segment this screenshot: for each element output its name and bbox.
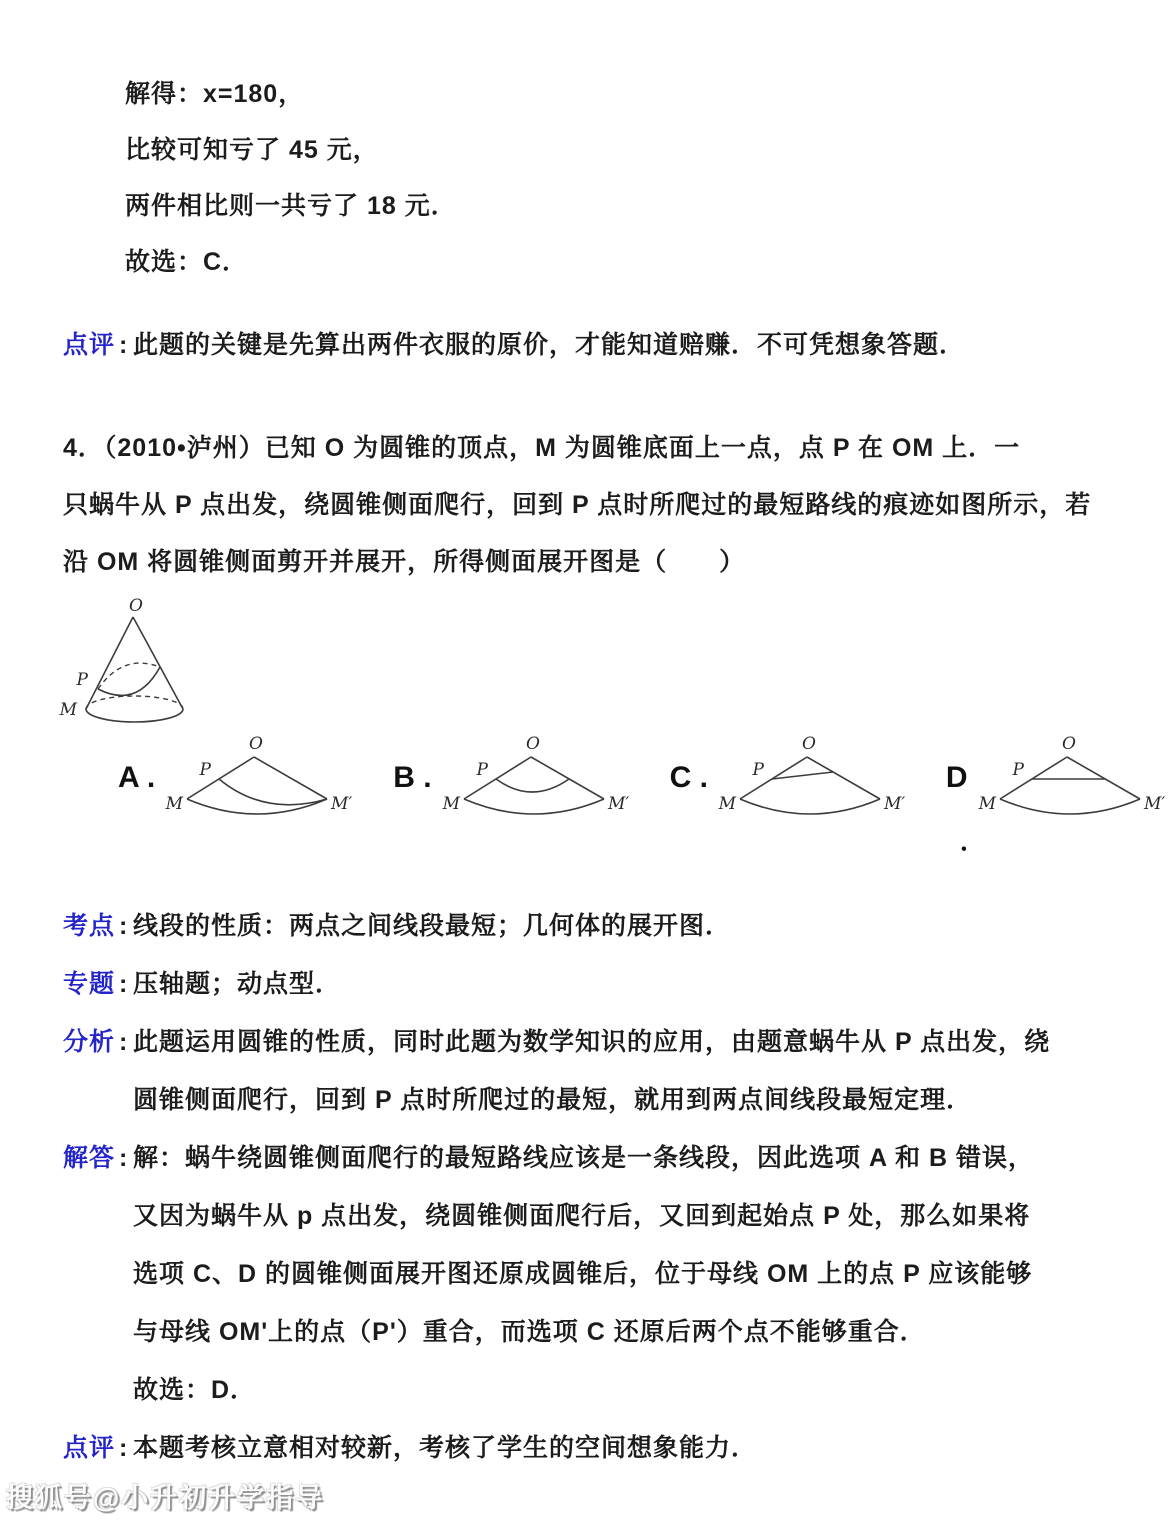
section-text: 圆锥侧面爬行，回到 P 点时所爬过的最短，就用到两点间线段最短定理． <box>133 1086 973 1114</box>
section-label <box>63 316 133 374</box>
sector-m-label: M <box>165 794 184 814</box>
option-b-figure <box>434 735 634 835</box>
sector-right-edge <box>1067 757 1140 799</box>
sector-m-label: M <box>718 794 736 814</box>
solution-line: 故选：C． <box>125 248 249 276</box>
section-text: 又因为蜗牛从 p 点出发，绕圆锥侧面爬行后，又回到起始点 P 处，那么如果将 <box>133 1202 1031 1230</box>
zhuanti-label: 专题 <box>63 970 116 998</box>
sector-right-edge <box>531 757 604 799</box>
sector-o-label: O <box>525 734 540 754</box>
cone-right-edge <box>133 617 183 709</box>
section-jieda <box>63 1129 1035 1419</box>
sector-o-label: O <box>249 734 264 754</box>
previous-solution <box>63 66 1035 290</box>
section-label <box>63 955 133 1013</box>
solution-line: 比较可知亏了 45 元， <box>125 136 379 164</box>
question-line: 沿 OM 将圆锥侧面剪开并展开，所得侧面展开图是（ ） <box>63 548 746 576</box>
solution-line: 两件相比则一共亏了 18 元． <box>125 192 457 220</box>
option-b <box>393 735 633 835</box>
cone-p-label: P <box>76 670 88 690</box>
sector-p-label: P <box>1012 760 1024 780</box>
label-colon: : <box>119 912 129 940</box>
sector-right-edge <box>254 757 327 799</box>
sector-right-edge <box>807 757 880 799</box>
section-text: 选项 C、D 的圆锥侧面展开图还原成圆锥后，位于母线 OM 上的点 P 应该能够 <box>133 1260 1033 1288</box>
label-colon: : <box>119 1144 129 1172</box>
sector-m-label: M <box>442 794 460 814</box>
section-text: 线段的性质：两点之间线段最短；几何体的展开图． <box>133 912 732 940</box>
sector-o-label: O <box>801 734 816 754</box>
section-body <box>133 1419 1035 1477</box>
solution-sections <box>63 897 1051 1477</box>
section-zhuanti <box>63 955 1035 1013</box>
fenxi-label: 分析 <box>63 1028 116 1056</box>
cone-m-label: M <box>59 700 77 720</box>
question-paragraph <box>63 420 1092 591</box>
option-a-label: A . <box>118 761 156 794</box>
section-body <box>133 316 1035 374</box>
cone-diagram <box>55 597 240 733</box>
section-text: 故选：D． <box>133 1376 257 1404</box>
sector-o-label: O <box>1061 734 1076 754</box>
cone-base-front <box>86 709 183 722</box>
solution-line: 解得：x=180， <box>125 80 305 108</box>
sector-m2-label: M′ <box>331 794 353 814</box>
section-label <box>63 1129 133 1419</box>
snail-path-front <box>98 667 160 695</box>
section-text: 与母线 OM'上的点（P'）重合，而选项 C 还原后两个点不能够重合． <box>133 1318 926 1346</box>
sector-left-edge <box>1000 757 1067 799</box>
option-c-figure <box>710 735 910 835</box>
sector-bottom-arc <box>1000 799 1140 814</box>
comment-label: 点评 <box>63 331 116 359</box>
section-text: 本题考核立意相对较新，考核了学生的空间想象能力． <box>133 1434 758 1462</box>
option-b-label: B . <box>393 761 432 794</box>
cone-figure <box>55 597 1035 733</box>
option-c-label: C . <box>669 761 708 794</box>
label-colon: : <box>119 1434 129 1462</box>
comment-section <box>63 316 1035 374</box>
answer-options <box>63 734 1165 856</box>
sector-bottom-arc <box>464 799 604 814</box>
section-label <box>63 897 133 955</box>
option-d-label: D <box>945 761 968 794</box>
option-c <box>670 735 910 835</box>
section-text: 压轴题；动点型． <box>133 970 342 998</box>
dianping-label: 点评 <box>63 1434 116 1462</box>
option-d-figure <box>970 735 1170 835</box>
section-text: 此题运用圆锥的性质，同时此题为数学知识的应用，由题意蜗牛从 P 点出发，绕 <box>133 1028 1051 1056</box>
option-a <box>118 735 357 835</box>
section-text: 解：蜗牛绕圆锥侧面爬行的最短路线应该是一条线段，因此选项 A 和 B 错误， <box>133 1144 1034 1172</box>
section-body <box>133 1013 1051 1129</box>
comment-text: 此题的关键是先算出两件衣服的原价，才能知道赔赚．不可凭想象答题． <box>133 331 966 359</box>
label-colon: : <box>119 970 129 998</box>
sector-m2-label: M′ <box>883 794 906 814</box>
sector-m-label: M <box>978 794 996 814</box>
label-colon: : <box>119 331 129 359</box>
section-dianping <box>63 1419 1035 1477</box>
sector-left-edge <box>187 757 254 799</box>
watermark: 搜狐号@小升初升学指导 <box>6 1483 325 1513</box>
section-label <box>63 1419 133 1477</box>
section-body <box>133 1129 1035 1419</box>
sector-p-label: P <box>199 760 212 780</box>
option-d <box>945 734 1170 856</box>
option-d-period: ． <box>959 826 986 856</box>
kaodian-label: 考点 <box>63 912 116 940</box>
sector-bottom-arc <box>740 799 880 814</box>
section-fenxi <box>63 1013 1051 1129</box>
sector-p-label: P <box>752 760 764 780</box>
question-line: 4．（2010•泸州）已知 O 为圆锥的顶点，M 为圆锥底面上一点，点 P 在 OM 上．一 <box>63 434 1021 462</box>
sector-m2-label: M′ <box>607 794 629 814</box>
sector-left-edge <box>464 757 531 799</box>
inner-curve <box>496 779 569 792</box>
option-a-figure <box>157 735 357 835</box>
label-colon: : <box>119 1028 129 1056</box>
section-body <box>133 955 1035 1013</box>
inner-curve <box>219 779 327 805</box>
sector-m2-label: M′ <box>1143 794 1165 814</box>
question-line: 只蜗牛从 P 点出发，绕圆锥侧面爬行，回到 P 点时所爬过的最短路线的痕迹如图所示，若 <box>63 491 1092 519</box>
section-body <box>133 897 1035 955</box>
section-label <box>63 1013 133 1129</box>
cone-base-back <box>86 696 183 709</box>
sector-p-label: P <box>476 760 488 780</box>
section-kaodian <box>63 897 1035 955</box>
cone-apex-label: O <box>129 596 143 616</box>
sector-left-edge <box>740 757 807 799</box>
jieda-label: 解答 <box>63 1144 116 1172</box>
sector-bottom-arc <box>187 799 327 814</box>
